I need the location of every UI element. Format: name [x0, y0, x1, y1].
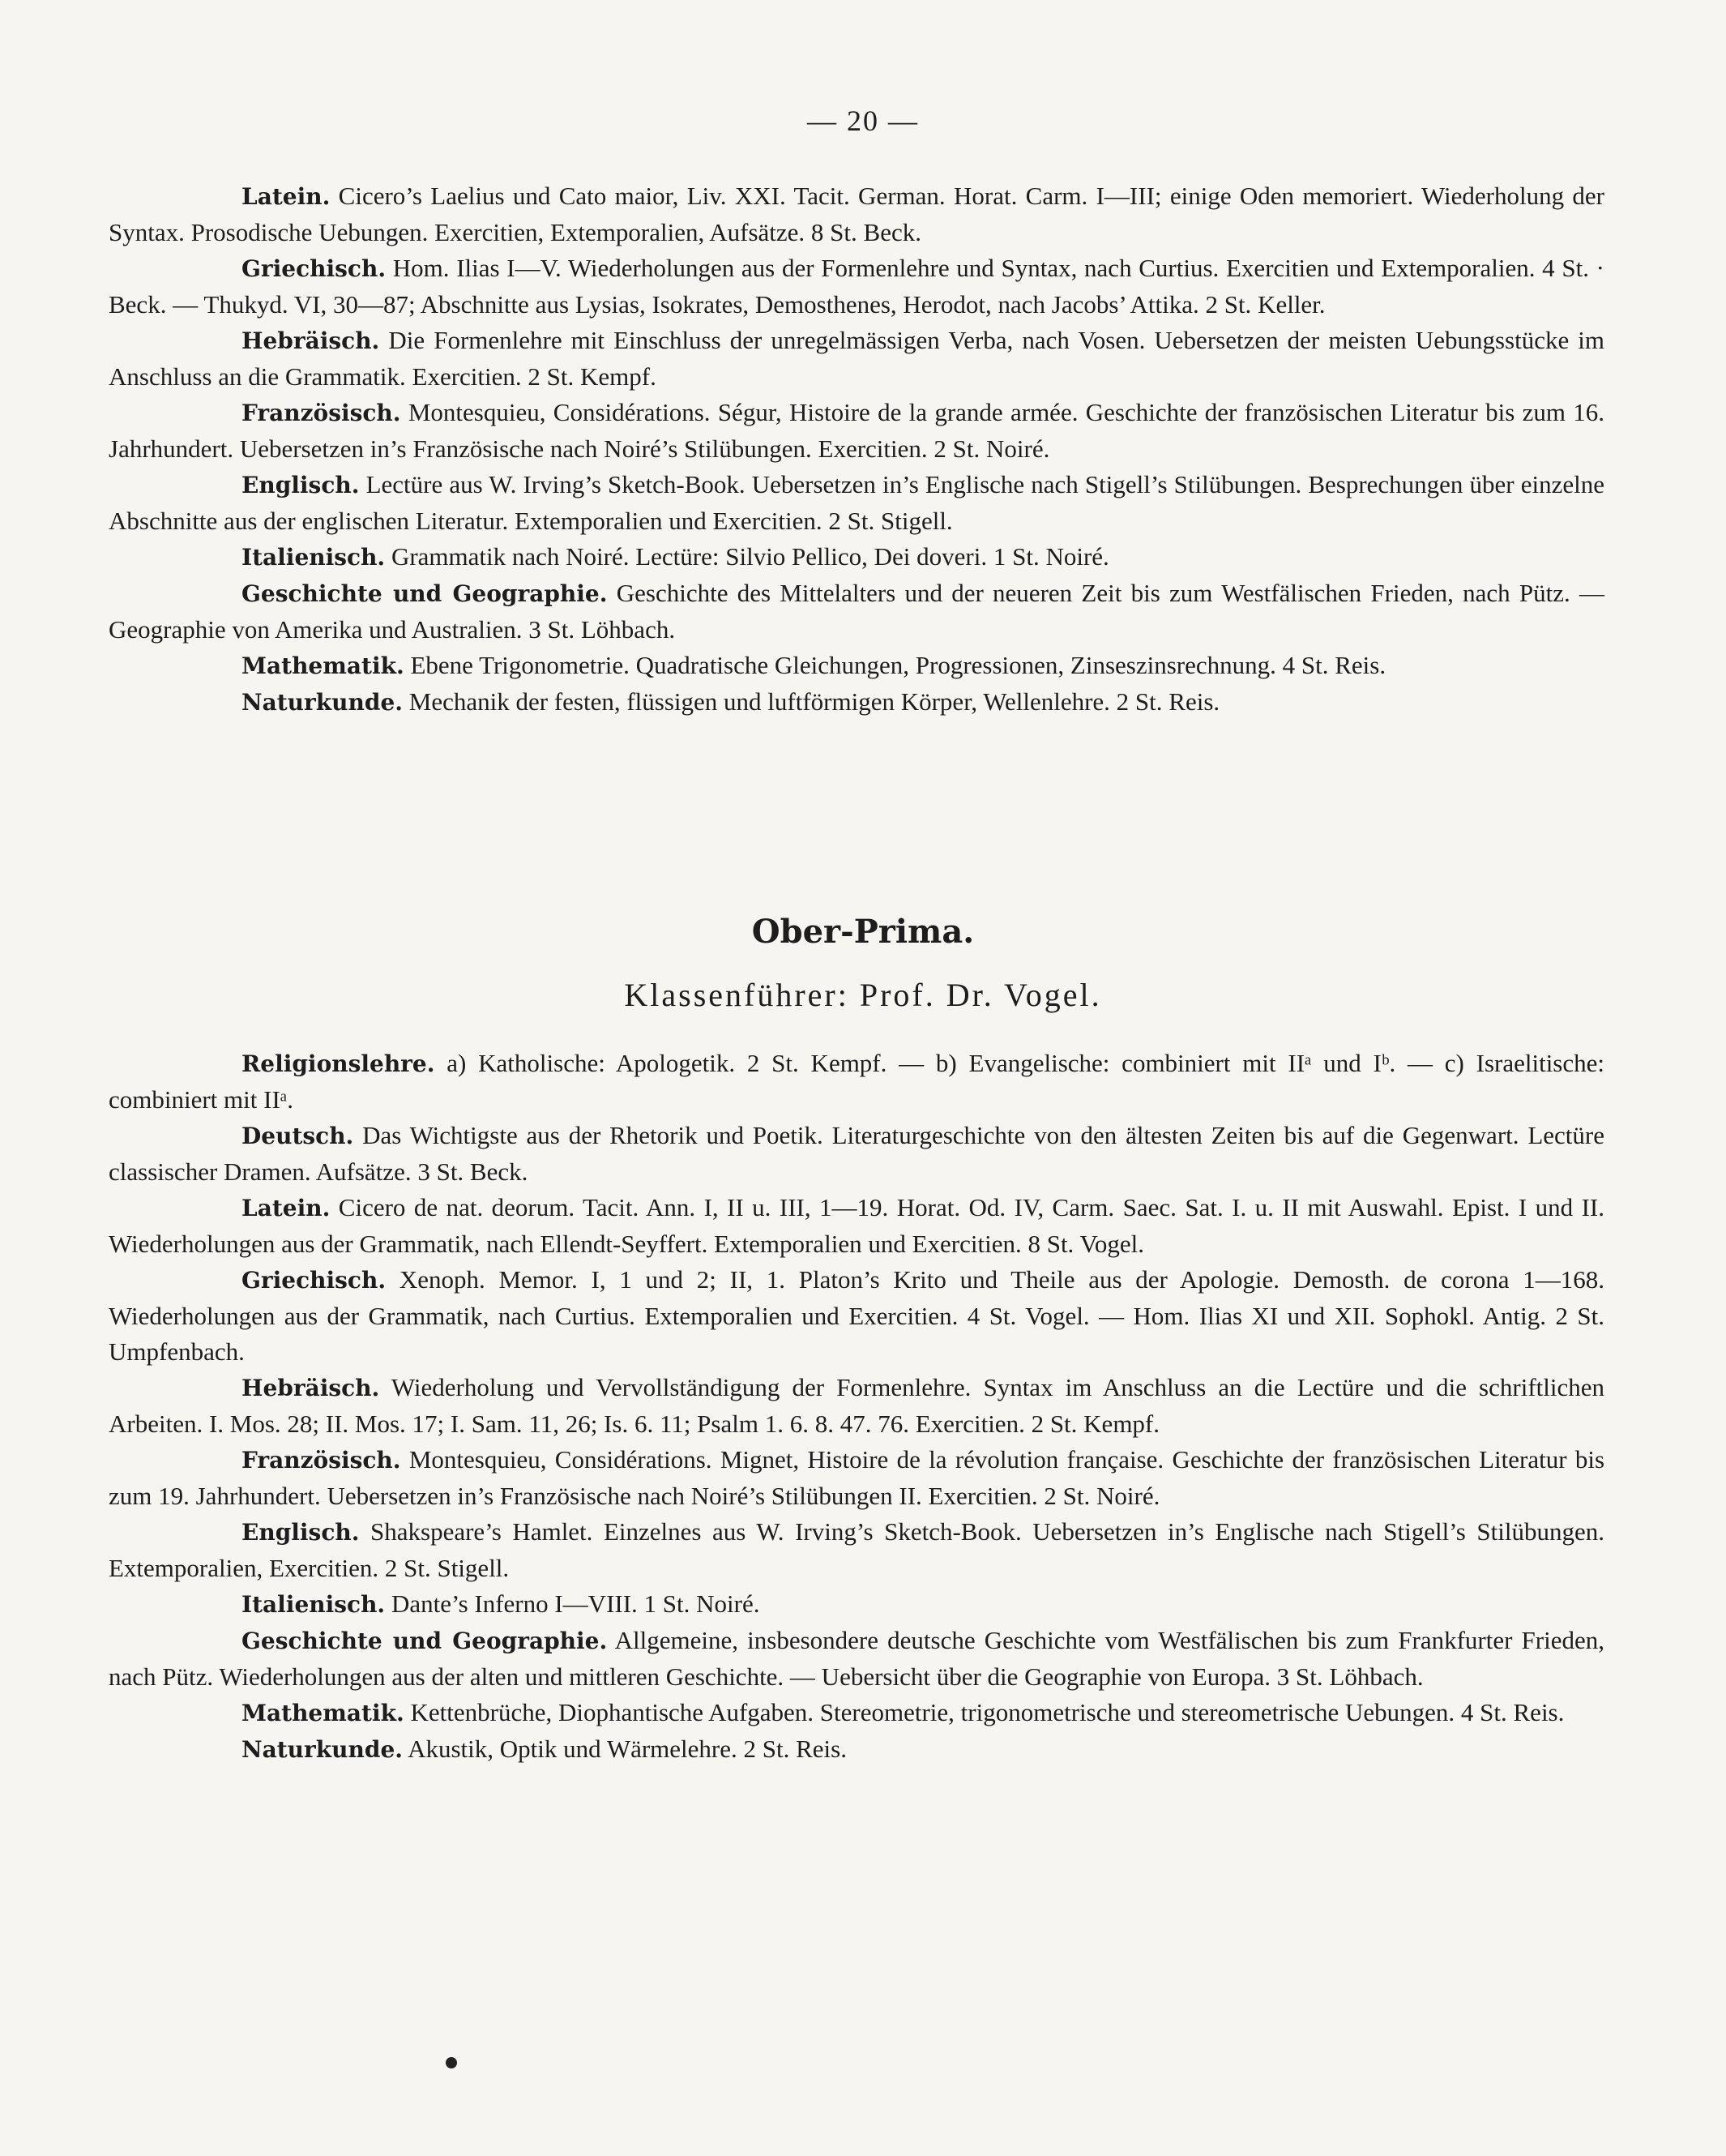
paragraph-text: Kettenbrüche, Diophantische Aufgaben. Stereometrie, trigonometrische und stereometrische Uebungen. 4 St. Reis.: [410, 1698, 1565, 1726]
paragraph-latein: [109, 1190, 1604, 1262]
paragraph-franzoesisch: [109, 1442, 1604, 1514]
subject-heading: Deutsch.: [241, 1123, 354, 1149]
subject-heading: Griechisch.: [241, 255, 387, 282]
subject-heading: Italienisch.: [241, 544, 386, 571]
subject-heading: Geschichte und Geographie.: [241, 580, 608, 607]
paragraph-text: Wiederholung und Vervollständigung der Formenlehre. Syntax im Anschluss an die Lectüre und die schriftlichen Arbeiten. I. Mos. 28; II. Mos. 17; I. Sam. 11, 26; Is. 6. 11; Psalm 1. 6. 8. 47. 76. Exercitien. 2 St. Kempf.: [109, 1373, 1604, 1438]
paragraph-geschichte: [109, 1623, 1604, 1695]
paragraph-englisch: [109, 467, 1604, 539]
subject-heading: Mathematik.: [241, 1700, 404, 1726]
paragraph-mathematik: [109, 648, 1604, 684]
paragraph-text: Lectüre aus W. Irving’s Sketch-Book. Uebersetzen in’s Englische nach Stigell’s Stilübungen. Besprechungen über einzelne Abschnitte aus der englischen Literatur. Extemporalien und Exercitien. 2 St. Stigell.: [109, 470, 1604, 535]
paragraph-text: Mechanik der festen, flüssigen und luftförmigen Körper, Wellenlehre. 2 St. Reis.: [408, 687, 1220, 716]
paragraph-text: Cicero de nat. deorum. Tacit. Ann. I, II u. III, 1—19. Horat. Od. IV, Carm. Saec. Sat. I. u. II mit Auswahl. Epist. I und II. Wiederholungen aus der Grammatik, nach Ellendt-Seyffert. Extemporalien und Exercitien. 8 St. Vogel.: [109, 1193, 1604, 1258]
subject-heading: Englisch.: [241, 472, 360, 498]
paragraph-text: Shakspeare’s Hamlet. Einzelnes aus W. Irving’s Sketch-Book. Uebersetzen in’s Englische nach Stigell’s Stilübungen. Extemporalien, Exercitien. 2 St. Stigell.: [109, 1517, 1604, 1582]
paragraph-text: Cicero’s Laelius und Cato maior, Liv. XXI. Tacit. German. Horat. Carm. I—III; einige Oden memoriert. Wiederholung der Syntax. Prosodische Uebungen. Exercitien, Extemporalien, Aufsätze. 8 St. Beck.: [109, 182, 1605, 246]
paragraph-hebraeisch: [109, 1370, 1604, 1442]
paragraph-italienisch: [109, 1586, 1604, 1623]
paragraph-text: Grammatik nach Noiré. Lectüre: Silvio Pellico, Dei doveri. 1 St. Noiré.: [391, 542, 1109, 571]
subject-heading: Latein.: [241, 183, 331, 210]
paragraph-geschichte: [109, 575, 1604, 648]
paragraph-griechisch: [109, 250, 1604, 323]
subject-heading: Geschichte und Geographie.: [241, 1628, 608, 1654]
paragraph-text: Dante’s Inferno I—VIII. 1 St. Noiré.: [391, 1589, 760, 1618]
paragraph-text: Geschichte des Mittelalters und der neueren Zeit bis zum Westfälischen Frieden, nach Pütz. — Geographie von Amerika und Australien. 3 St. Löhbach.: [109, 579, 1605, 644]
subject-heading: Französisch.: [241, 400, 401, 426]
subject-heading: Naturkunde.: [241, 1736, 404, 1763]
section-title: Ober-Prima.: [751, 913, 975, 951]
page-number: — 20 —: [807, 105, 919, 137]
subject-heading: Naturkunde.: [241, 689, 404, 716]
paragraph-hebraeisch: [109, 323, 1604, 395]
paragraph-text: Xenoph. Memor. I, 1 und 2; II, 1. Platon’s Krito und Theile aus der Apologie. Demosth. de corona 1—168. Wiederholungen aus der Grammatik, nach Curtius. Extemporalien und Exercitien. 4 St. Vogel. — Hom. Ilias XI und XII. Sophokl. Antig. 2 St. Umpfenbach.: [109, 1265, 1605, 1366]
subject-heading: Französisch.: [241, 1447, 401, 1474]
subject-heading: Englisch.: [241, 1519, 360, 1546]
bottom-section: [109, 1046, 1604, 1768]
paragraph-text: a) Katholische: Apologetik. 2 St. Kempf. — b) Evangelische: combiniert mit IIᵃ und Iᵇ. — c) Israelitische: combiniert mit IIᵃ.: [109, 1049, 1604, 1114]
paragraph-deutsch: [109, 1118, 1604, 1190]
subject-heading: Italienisch.: [241, 1591, 386, 1618]
paragraph-text: Ebene Trigonometrie. Quadratische Gleichungen, Progressionen, Zinseszinsrechnung. 4 St. Reis.: [410, 651, 1386, 679]
ink-dot: [446, 2057, 457, 2068]
paragraph-griechisch: [109, 1262, 1604, 1370]
paragraph-mathematik: [109, 1695, 1604, 1731]
paragraph-text: Montesquieu, Considérations. Mignet, Histoire de la révolution française. Geschichte der französischen Literatur bis zum 19. Jahrhundert. Uebersetzen in’s Französische nach Noiré’s Stilübungen II. Exercitien. 2 St. Noiré.: [109, 1445, 1605, 1510]
subject-heading: Hebräisch.: [241, 327, 380, 354]
subject-heading: Latein.: [241, 1195, 331, 1221]
section-subtitle: Klassenführer: Prof. Dr. Vogel.: [624, 977, 1102, 1013]
paragraph-franzoesisch: [109, 395, 1604, 467]
paragraph-text: Montesquieu, Considérations. Ségur, Histoire de la grande armée. Geschichte der französischen Literatur bis zum 16. Jahrhundert. Uebersetzen in’s Französische nach Noiré’s Stilübungen. Exercitien. 2 St. Noiré.: [109, 398, 1605, 463]
paragraph-text: Das Wichtigste aus der Rhetorik und Poetik. Literaturgeschichte von den ältesten Zeiten bis auf die Gegenwart. Lectüre classischer Dramen. Aufsätze. 3 St. Beck.: [109, 1121, 1604, 1186]
paragraph-naturkunde: [109, 1731, 1604, 1768]
subject-heading: Hebräisch.: [241, 1375, 380, 1401]
paragraph-latein: [109, 178, 1604, 250]
subject-heading: Griechisch.: [241, 1267, 387, 1294]
paragraph-text: Die Formenlehre mit Einschluss der unregelmässigen Verba, nach Vosen. Uebersetzen der meisten Uebungsstücke im Anschluss an die Grammatik. Exercitien. 2 St. Kempf.: [109, 326, 1605, 391]
paragraph-religionslehre: [109, 1046, 1604, 1118]
paragraph-text: Hom. Ilias I—V. Wiederholungen aus der Formenlehre und Syntax, nach Curtius. Exercitien und Extemporalien. 4 St. · Beck. — Thukyd. VI, 30—87; Abschnitte aus Lysias, Isokrates, Demosthenes, Herodot, nach Jacobs’ Attika. 2 St. Keller.: [109, 254, 1604, 319]
paragraph-englisch: [109, 1514, 1604, 1586]
subject-heading: Religionslehre.: [241, 1050, 435, 1077]
paragraph-naturkunde: [109, 684, 1604, 721]
paragraph-text: Akustik, Optik und Wärmelehre. 2 St. Reis.: [408, 1735, 847, 1763]
paragraph-text: Allgemeine, insbesondere deutsche Geschichte vom Westfälischen bis zum Frankfurter Frieden, nach Pütz. Wiederholungen aus der alten und mittleren Geschichte. — Uebersicht über die Geographie von Europa. 3 St. Löhbach.: [109, 1626, 1604, 1691]
top-section: [109, 178, 1604, 721]
subject-heading: Mathematik.: [241, 652, 404, 679]
paragraph-italienisch: [109, 539, 1604, 575]
